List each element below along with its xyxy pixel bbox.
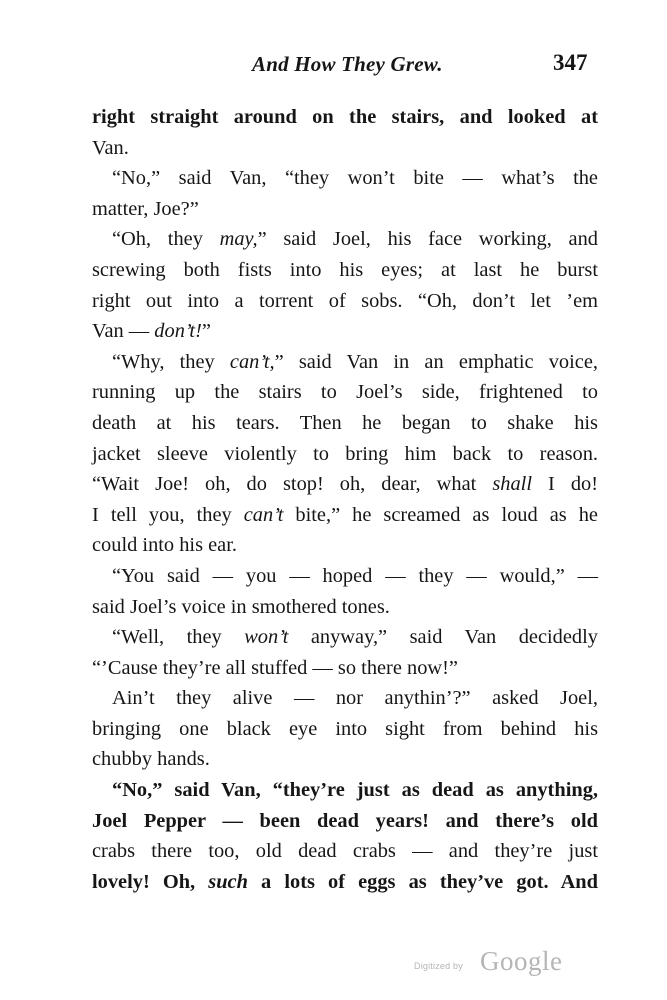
text-line bbox=[92, 653, 598, 684]
text-segment: “’Cause they’re all stuffed — so there now!” bbox=[92, 656, 458, 679]
text-segment: ” bbox=[201, 320, 211, 343]
text-segment: screwing both fists into his eyes; at last he burst bbox=[92, 258, 598, 281]
text-segment: could into his ear. bbox=[92, 534, 237, 557]
text-line bbox=[92, 714, 598, 745]
text-segment: running up the stairs to Joel’s side, frightened to bbox=[92, 381, 598, 404]
text-segment: Van. bbox=[92, 136, 129, 159]
text-line bbox=[92, 439, 598, 470]
text-segment: a lots of eggs as they’ve got. And bbox=[247, 870, 598, 893]
page-number: 347 bbox=[553, 50, 588, 75]
text-segment: “You said — you — hoped — they — would,” — bbox=[112, 564, 598, 587]
italic-text: won’t bbox=[244, 626, 289, 649]
text-segment: right straight around on the stairs, and looked at bbox=[92, 106, 598, 128]
text-segment: matter, Joe?” bbox=[92, 197, 199, 220]
text-segment: bringing one black eye into sight from behind his bbox=[92, 717, 598, 740]
text-line bbox=[92, 561, 598, 592]
text-segment: ” said Van in an emphatic voice, bbox=[274, 350, 598, 373]
text-segment: death at his tears. Then he began to shake his bbox=[92, 411, 598, 434]
text-line bbox=[92, 836, 598, 867]
text-segment: ” said Joel, his face working, and bbox=[257, 228, 598, 251]
text-line bbox=[92, 224, 598, 255]
italic-text: such bbox=[208, 870, 248, 893]
text-line bbox=[92, 867, 598, 898]
text-segment: anyway,” said Van decidedly bbox=[288, 626, 598, 649]
text-segment: “No,” said Van, “they’re just as dead as anything, bbox=[112, 779, 598, 802]
text-line bbox=[92, 316, 598, 347]
text-segment: “Why, they bbox=[112, 350, 230, 373]
text-line bbox=[92, 408, 598, 439]
text-segment: lovely! Oh, bbox=[92, 870, 209, 893]
google-logo: Google bbox=[480, 946, 563, 976]
text-line bbox=[92, 469, 598, 500]
text-segment: crabs there too, old dead crabs — and they’re just bbox=[92, 840, 598, 863]
text-line bbox=[92, 133, 598, 164]
text-segment: “Wait Joe! oh, do stop! oh, dear, what bbox=[92, 473, 493, 496]
italic-text: can’t bbox=[243, 503, 284, 526]
text-segment: jacket sleeve violently to bring him back to reason. bbox=[92, 442, 598, 465]
text-line bbox=[92, 530, 598, 561]
text-line bbox=[92, 744, 598, 775]
text-segment: “No,” said Van, “they won’t bite — what’s the bbox=[112, 167, 598, 190]
running-head bbox=[0, 50, 667, 84]
text-line bbox=[92, 622, 598, 653]
text-line bbox=[92, 163, 598, 194]
text-segment: “Well, they bbox=[112, 626, 245, 649]
text-segment: Joel Pepper — been dead years! and there’s old bbox=[92, 809, 598, 832]
text-segment: “Oh, they bbox=[112, 228, 220, 251]
text-line bbox=[92, 377, 598, 408]
text-line bbox=[92, 500, 598, 531]
text-segment: right out into a torrent of sobs. “Oh, don’t let ’em bbox=[92, 289, 598, 312]
text-segment: chubby hands. bbox=[92, 748, 210, 771]
text-line bbox=[92, 347, 598, 378]
text-segment: I do! bbox=[531, 473, 598, 496]
text-segment: Van — bbox=[92, 320, 155, 343]
text-line bbox=[92, 806, 598, 837]
text-segment: said Joel’s voice in smothered tones. bbox=[92, 595, 390, 618]
text-line bbox=[92, 286, 598, 317]
text-line bbox=[92, 255, 598, 286]
italic-text: don’t! bbox=[154, 320, 202, 343]
text-segment: I tell you, they bbox=[92, 503, 244, 526]
text-segment: Ain’t they alive — nor anythin’?” asked Joel, bbox=[112, 687, 598, 710]
text-segment: bite,” he screamed as loud as he bbox=[283, 503, 598, 526]
digitized-by-google-watermark bbox=[414, 944, 574, 980]
text-line bbox=[92, 102, 598, 133]
italic-text: may, bbox=[219, 228, 258, 251]
text-line bbox=[92, 775, 598, 806]
running-title: And How They Grew. bbox=[252, 52, 443, 76]
body-text bbox=[92, 102, 598, 897]
text-line bbox=[92, 194, 598, 225]
text-line bbox=[92, 592, 598, 623]
text-line bbox=[92, 683, 598, 714]
watermark-prefix: Digitized by bbox=[414, 961, 463, 971]
italic-text: can’t, bbox=[229, 350, 275, 373]
italic-text: shall bbox=[492, 473, 532, 496]
